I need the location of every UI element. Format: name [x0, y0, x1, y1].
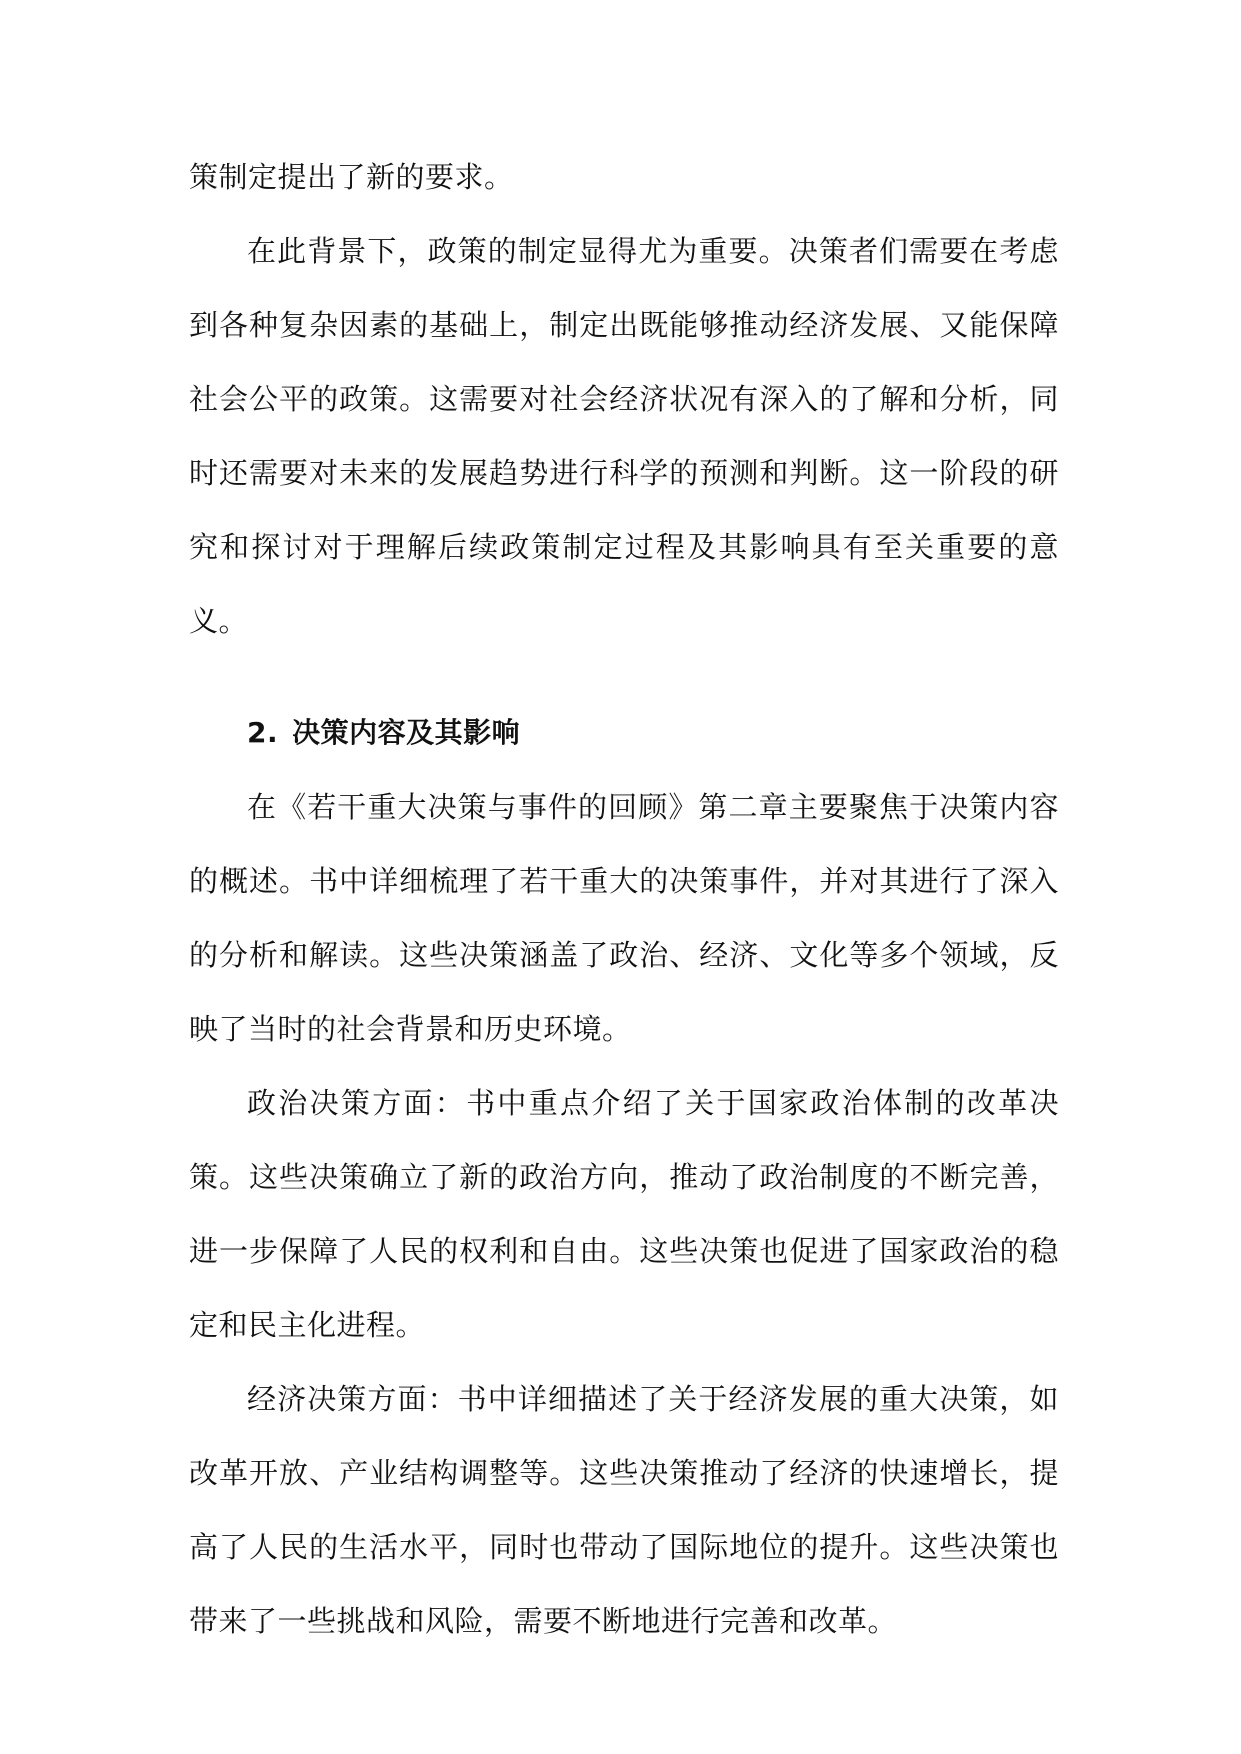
- section-number: 2.: [247, 716, 279, 749]
- paragraph-chapter-overview: 在《若干重大决策与事件的回顾》第二章主要聚焦于决策内容的概述。书中详细梳理了若干重大的决策事件，并对其进行了深入的分析和解读。这些决策涵盖了政治、经济、文化等多个领域，反映了当时的社会背景和历史环境。: [189, 790, 1059, 1046]
- paragraph-continuation: 策制定提出了新的要求。: [189, 160, 514, 194]
- document-body: [189, 140, 1059, 1658]
- section-title: 决策内容及其影响: [292, 716, 521, 749]
- paragraph-policy-background: 在此背景下，政策的制定显得尤为重要。决策者们需要在考虑到各种复杂因素的基础上，制定出既能够推动经济发展、又能保障社会公平的政策。这需要对社会经济状况有深入的了解和分析，同时还需要对未来的发展趋势进行科学的预测和判断。这一阶段的研究和探讨对于理解后续政策制定过程及其影响具有至关重要的意义。: [189, 234, 1059, 638]
- paragraph-economic-decisions: 经济决策方面：书中详细描述了关于经济发展的重大决策，如改革开放、产业结构调整等。这些决策推动了经济的快速增长，提高了人民的生活水平，同时也带动了国际地位的提升。这些决策也带来了一些挑战和风险，需要不断地进行完善和改革。: [189, 1382, 1059, 1638]
- paragraph-political-decisions: 政治决策方面：书中重点介绍了关于国家政治体制的改革决策。这些决策确立了新的政治方向，推动了政治制度的不断完善，进一步保障了人民的权利和自由。这些决策也促进了国家政治的稳定和民主化进程。: [189, 1086, 1059, 1342]
- section-heading: [189, 696, 1059, 770]
